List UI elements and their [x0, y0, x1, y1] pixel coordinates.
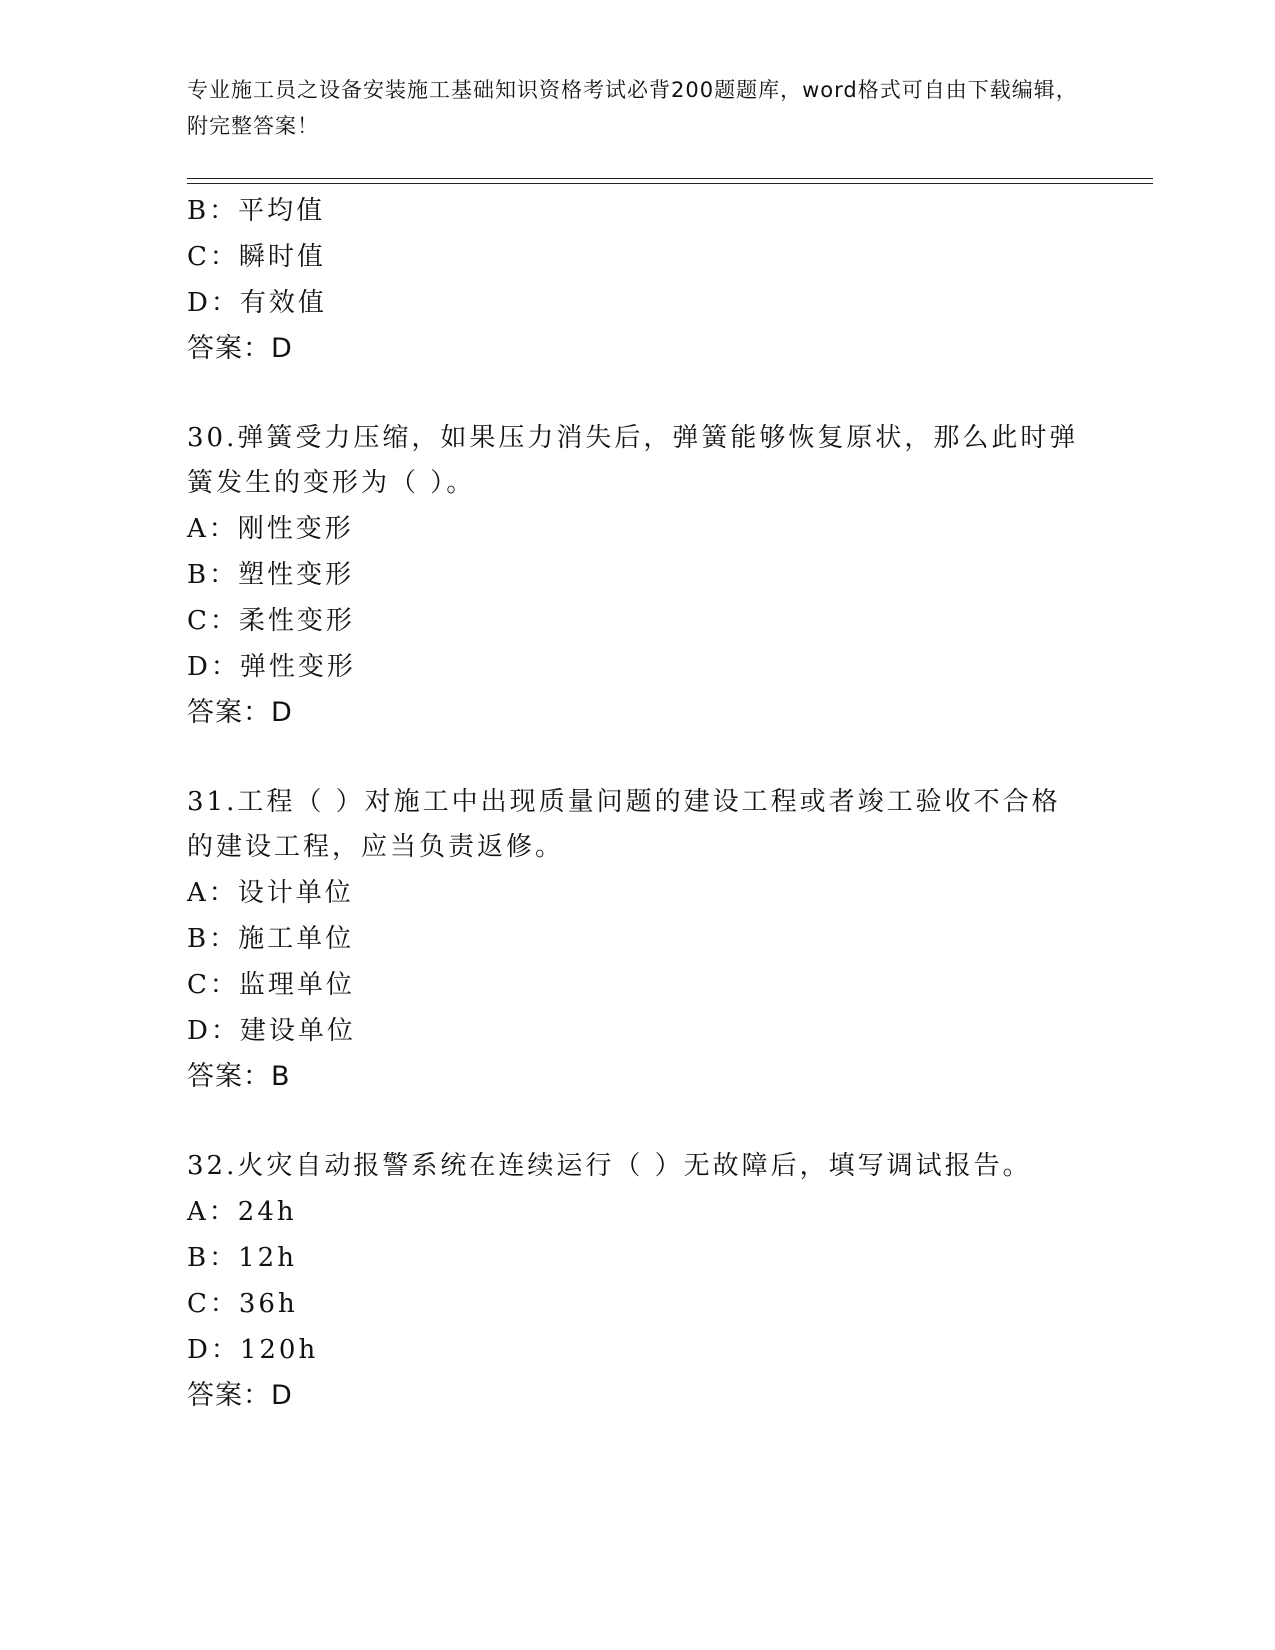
question-list [187, 188, 1087, 1419]
option-c: C：36h [187, 1289, 298, 1319]
option-c: C：瞬时值 [187, 242, 326, 272]
question-stem: 32.火灾自动报警系统在连续运行（ ）无故障后，填写调试报告。 [187, 1151, 1032, 1181]
option-d: D：弹性变形 [187, 652, 356, 682]
option-d: D：120h [187, 1335, 319, 1365]
question-32 [187, 1144, 1087, 1419]
answer: 答案：B [187, 1061, 291, 1092]
option-c: C：柔性变形 [187, 606, 355, 636]
document-header: 专业施工员之设备安装施工基础知识资格考试必背200题题库，word格式可自由下载编辑，附完整答案！ [187, 78, 1078, 138]
option-a: A：设计单位 [187, 878, 354, 908]
option-b: B：塑性变形 [187, 560, 355, 590]
question-29-continued [187, 188, 1087, 372]
question-31 [187, 780, 1087, 1100]
option-a: A：刚性变形 [187, 514, 354, 544]
header-divider-bottom [187, 183, 1153, 184]
option-b: B：施工单位 [187, 924, 355, 954]
answer: 答案：D [187, 697, 293, 728]
option-d: D：有效值 [187, 288, 327, 318]
answer: 答案：D [187, 1380, 293, 1411]
option-d: D：建设单位 [187, 1016, 356, 1046]
question-30 [187, 416, 1087, 736]
option-c: C：监理单位 [187, 970, 355, 1000]
header-divider-top [187, 178, 1153, 179]
question-stem: 31.工程（ ）对施工中出现质量问题的建设工程或者竣工验收不合格的建设工程，应当负责返修。 [187, 787, 1061, 862]
answer: 答案：D [187, 333, 293, 364]
question-stem: 30.弹簧受力压缩，如果压力消失后，弹簧能够恢复原状，那么此时弹簧发生的变形为（ ）。 [187, 423, 1079, 498]
option-b: B：12h [187, 1243, 297, 1273]
option-b: B：平均值 [187, 196, 326, 226]
option-a: A：24h [187, 1197, 297, 1227]
